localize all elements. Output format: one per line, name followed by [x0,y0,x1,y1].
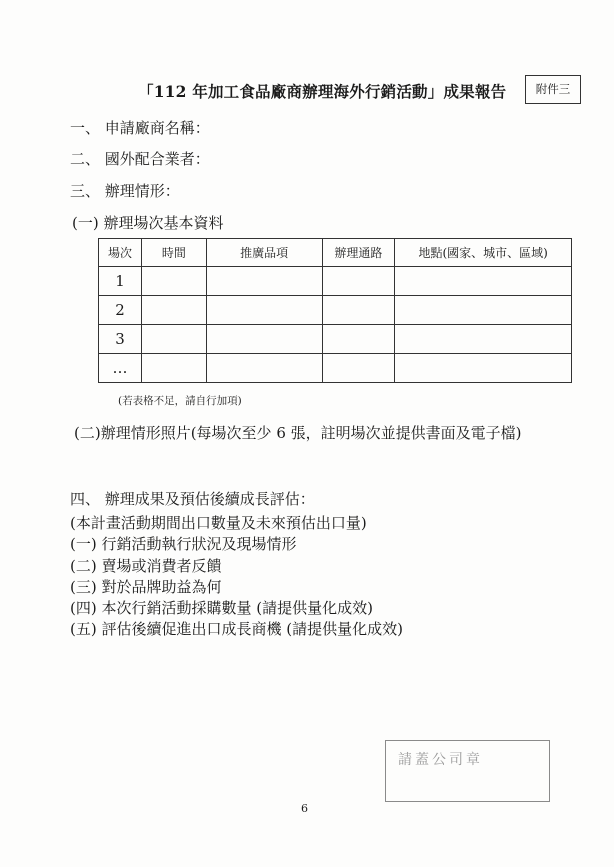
results-item: (一) 行銷活動執行狀況及現場情形 [70,535,297,553]
table-cell: … [99,354,142,383]
table-cell: 3 [99,325,142,354]
table-header-row [99,239,572,267]
table-header-cell: 辦理通路 [322,239,395,267]
attachment-label: 附件三 [525,75,581,104]
page-number: 6 [301,802,308,815]
table-cell [206,325,322,354]
report-title: 「112 年加工食品廠商辦理海外行銷活動」成果報告 [138,82,507,101]
table-cell [141,296,206,325]
stamp-label: 請蓋公司章 [398,752,483,768]
table-header-cell: 場次 [99,239,142,267]
table-cell [141,325,206,354]
section-status: 三、 辦理情形： [70,182,180,200]
subsection-basic-info: (一) 辦理場次基本資料 [72,214,224,232]
table-cell: 1 [99,267,142,296]
results-intro: (本計畫活動期間出口數量及未來預估出口量) [70,514,367,532]
table-row [99,325,572,354]
table-cell [206,296,322,325]
table-cell [395,325,572,354]
table-cell [141,354,206,383]
subsection-photos: (二)辦理情形照片(每場次至少 6 張，註明場次並提供書面及電子檔) [74,424,522,442]
table-cell [322,267,395,296]
session-basic-info-table [98,238,572,383]
table-cell [395,296,572,325]
results-item: (五) 評估後續促進出口成長商機 (請提供量化成效) [70,620,403,638]
table-header-cell: 地點(國家、城市、區域) [395,239,572,267]
table-cell [206,354,322,383]
table-cell [206,267,322,296]
table-row [99,354,572,383]
section-foreign-partner: 二、 國外配合業者： [70,150,210,168]
table-cell [395,354,572,383]
table-cell [322,325,395,354]
section-applicant-name: 一、 申請廠商名稱： [70,119,210,137]
results-item: (二) 賣場或消費者反饋 [70,557,222,575]
table-cell: 2 [99,296,142,325]
table-cell [322,296,395,325]
table-row [99,296,572,325]
table-cell [395,267,572,296]
company-stamp-box [385,740,550,802]
table-note: (若表格不足，請自行加項) [118,395,242,407]
section-results: 四、 辦理成果及預估後續成長評估： [70,490,315,508]
table-header-cell: 時間 [141,239,206,267]
table-header-cell: 推廣品項 [206,239,322,267]
table-row [99,267,572,296]
results-item: (三) 對於品牌助益為何 [70,578,222,596]
table-cell [141,267,206,296]
table-cell [322,354,395,383]
results-item: (四) 本次行銷活動採購數量 (請提供量化成效) [70,599,373,617]
